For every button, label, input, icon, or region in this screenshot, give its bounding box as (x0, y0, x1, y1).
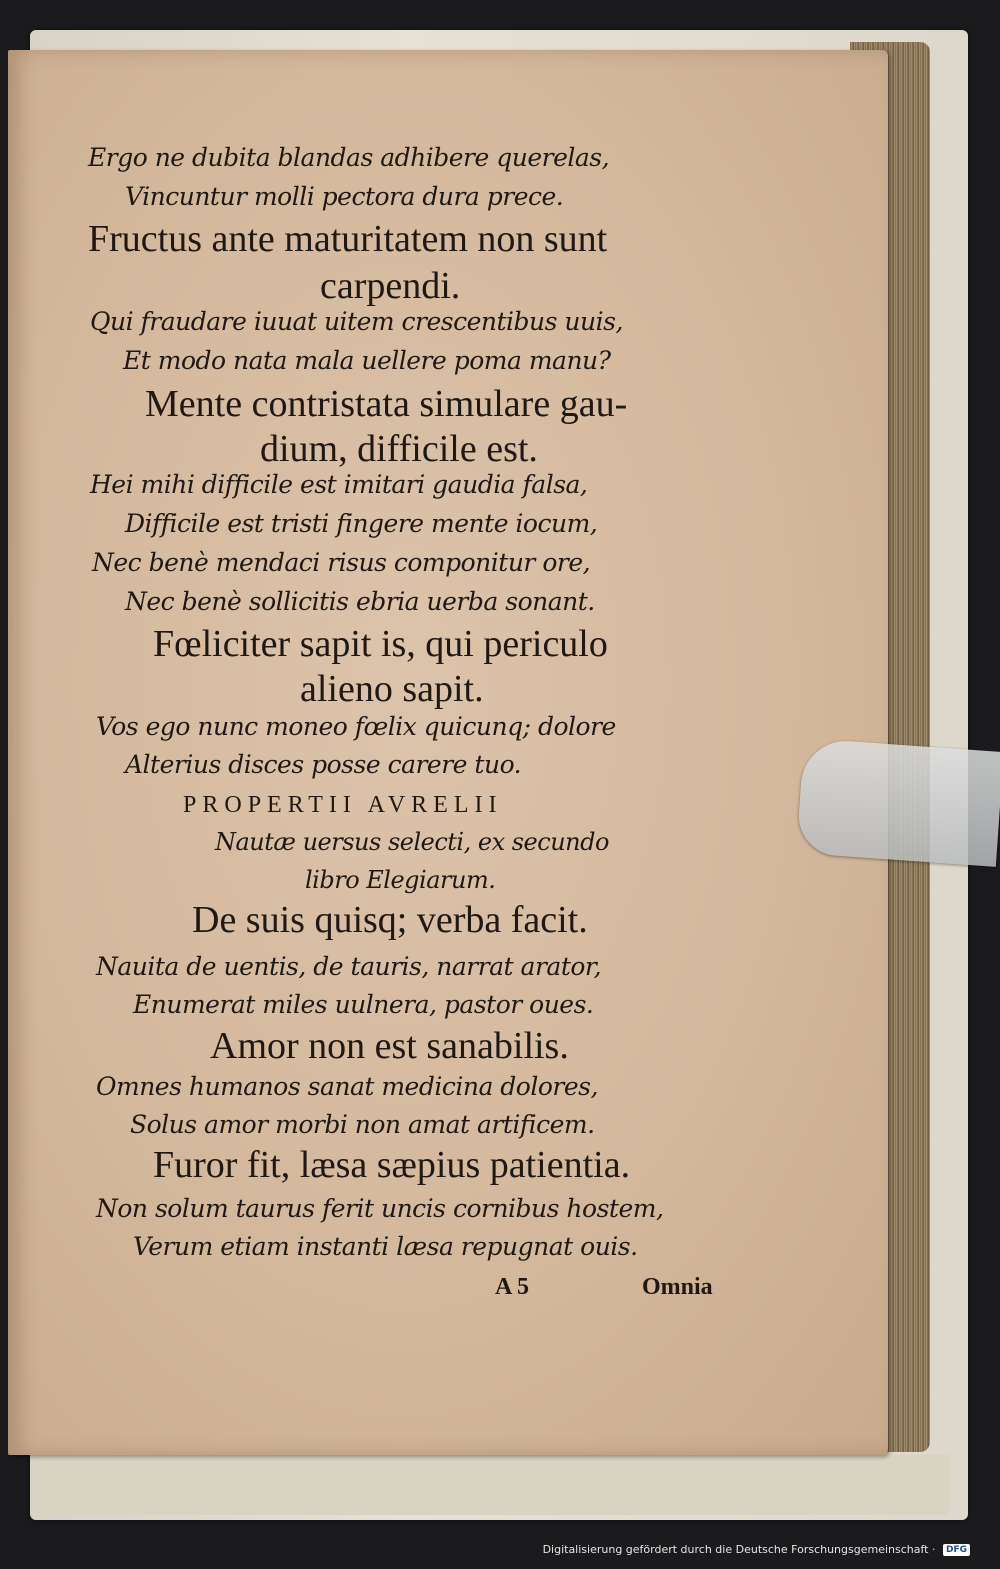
verse-line: Nec benè mendaci risus componitur ore, (92, 548, 591, 577)
verse-line: Vincuntur molli pectora dura prece. (125, 182, 564, 211)
verse-line: Vos ego nunc moneo fœlix quicunq; dolore (96, 712, 616, 741)
credit-text: Digitalisierung gefördert durch die Deutsche Forschungsgemeinschaft · (542, 1543, 936, 1556)
verse-line: Non solum taurus ferit uncis cornibus hostem, (96, 1194, 664, 1223)
author-heading: PROPERTII AVRELII (183, 792, 503, 818)
section-heading: carpendi. (320, 265, 461, 307)
binding-bottom-edge (40, 1455, 950, 1515)
verse-line: Alterius disces posse carere tuo. (125, 750, 522, 779)
section-heading: alieno sapit. (300, 668, 484, 710)
verse-line: Nauita de uentis, de tauris, narrat arator, (96, 952, 602, 981)
subheading: Nautæ uersus selecti, ex secundo (215, 828, 609, 856)
verse-line: Nec benè sollicitis ebria uerba sonant. (125, 587, 595, 616)
section-heading: dium, difficile est. (260, 428, 538, 470)
section-heading: De suis quisq; verba facit. (192, 899, 588, 941)
page-clip (796, 738, 1000, 867)
verse-line: Hei mihi difficile est imitari gaudia falsa, (90, 470, 588, 499)
verse-line: Qui fraudare iuuat uitem crescentibus uuis, (90, 307, 623, 336)
verse-line: Ergo ne dubita blandas adhibere querelas, (88, 143, 610, 172)
section-heading: Amor non est sanabilis. (210, 1025, 569, 1067)
signature-mark: A 5 (495, 1274, 530, 1300)
dfg-logo: DFG (943, 1544, 970, 1556)
digitization-credit (543, 1543, 970, 1556)
section-heading: Fructus ante maturitatem non sunt (88, 218, 608, 260)
catchword: Omnia (642, 1274, 713, 1300)
verse-line: Verum etiam instanti læsa repugnat ouis. (133, 1232, 638, 1261)
verse-line: Omnes humanos sanat medicina dolores, (96, 1072, 598, 1101)
verse-line: Solus amor morbi non amat artificem. (130, 1110, 595, 1139)
verse-line: Enumerat miles uulnera, pastor oues. (133, 990, 594, 1019)
verse-line: Difficile est tristi fingere mente iocum, (125, 509, 598, 538)
section-heading: Furor fit, læsa sæpius patientia. (153, 1144, 631, 1186)
section-heading: Mente contristata simulare gau- (145, 383, 628, 425)
subheading: libro Elegiarum. (305, 866, 496, 894)
section-heading: Fœliciter sapit is, qui periculo (153, 623, 608, 665)
verse-line: Et modo nata mala uellere poma manu? (123, 346, 611, 375)
